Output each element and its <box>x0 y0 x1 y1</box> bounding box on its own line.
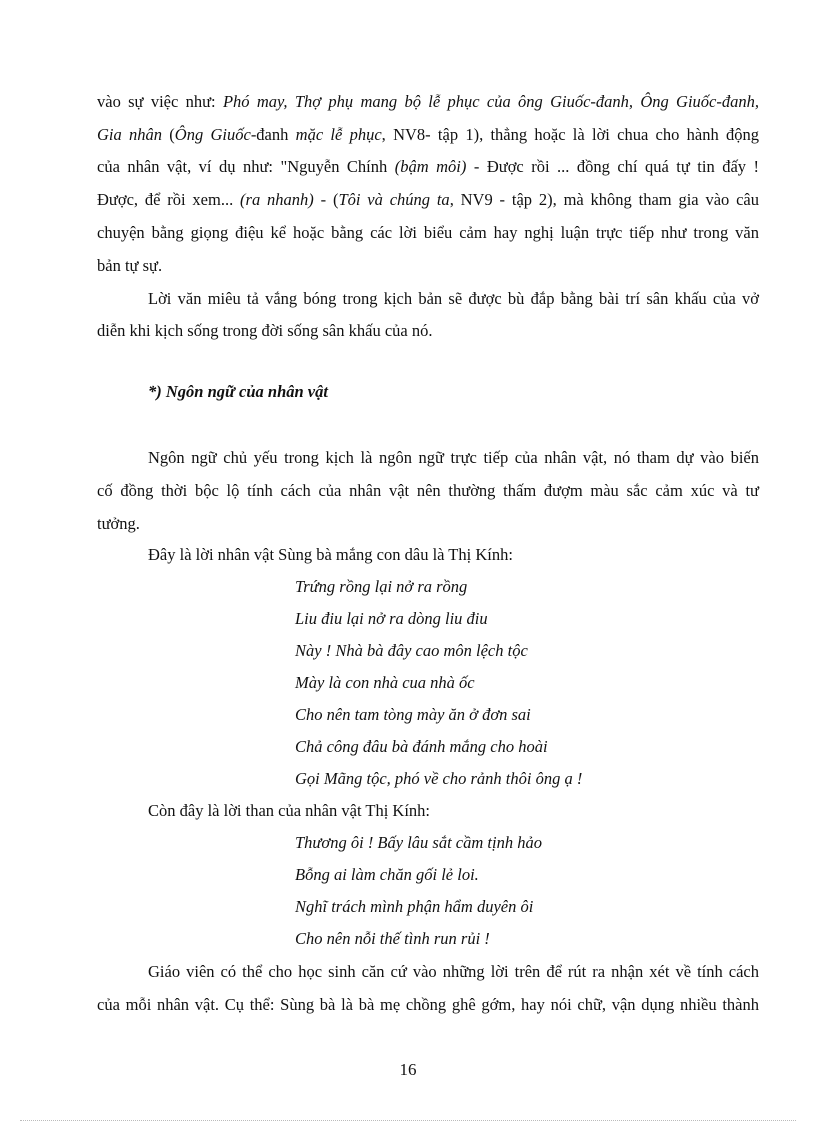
poem-line: Mày là con nhà cua nhà ốc <box>295 673 475 692</box>
poem-line: Này ! Nhà bà đây cao môn lệch tộc <box>295 641 528 660</box>
poem-line: Cho nên tam tòng mày ăn ở đơn sai <box>295 705 531 724</box>
poem-line: Bỗng ai làm chăn gối lẻ loi. <box>295 865 479 884</box>
poem-line: Nghĩ trách mình phận hẩm duyên ôi <box>295 897 534 916</box>
poem-line: Cho nên nỗi thế tình run rủi ! <box>295 929 490 948</box>
paragraph-1-line-2: Gia nhân (Ông Giuốc-đanh mặc lễ phục, NV8- tập 1), thẳng hoặc là lời chua cho hành động <box>97 125 759 144</box>
paragraph-2-line-2: diễn khi kịch sống trong đời sống sân khấu của nó. <box>97 321 433 340</box>
paragraph-1-line-4: Được, để rồi xem... (ra nhanh) - (Tôi và chúng ta, NV9 - tập 2), mà không tham gia vào câu <box>97 190 759 209</box>
page-bottom-rule <box>20 1120 796 1121</box>
paragraph-1-line-3: của nhân vật, ví dụ như: "Nguyễn Chính (bậm môi) - Được rồi ... đồng chí quá tự tin đấy ! <box>97 157 759 176</box>
paragraph-1-line-5: chuyện bằng giọng điệu kể hoặc bằng các lời biểu cảm hay nghị luận trực tiếp như trong văn <box>97 223 759 242</box>
paragraph-1-line-1: vào sự việc như: Phó may, Thợ phụ mang bộ lễ phục của ông Giuốc-đanh, Ông Giuốc-đanh, <box>97 92 759 111</box>
intro-thi-kinh: Còn đây là lời than của nhân vật Thị Kính: <box>148 801 430 820</box>
page-number: 16 <box>399 1060 417 1079</box>
paragraph-1-line-6: bản tự sự. <box>97 256 163 275</box>
poem-line: Thương ôi ! Bấy lâu sắt cầm tịnh hảo <box>295 833 542 852</box>
section-heading: *) Ngôn ngữ của nhân vật <box>148 382 328 401</box>
paragraph-3-line-1: Ngôn ngữ chủ yếu trong kịch là ngôn ngữ trực tiếp của nhân vật, nó tham dự vào biến <box>148 448 759 467</box>
intro-sung-ba: Đây là lời nhân vật Sùng bà mắng con dâu là Thị Kính: <box>148 545 513 564</box>
poem-line: Chả công đâu bà đánh mắng cho hoài <box>295 737 548 756</box>
poem-line: Gọi Mãng tộc, phó về cho rảnh thôi ông ạ ! <box>295 769 583 788</box>
paragraph-4-line-1: Giáo viên có thể cho học sinh căn cứ vào những lời trên để rút ra nhận xét về tính cách <box>148 962 759 981</box>
paragraph-2-line-1: Lời văn miêu tả vắng bóng trong kịch bản sẽ được bù đắp bằng bài trí sân khấu của vở <box>148 289 759 308</box>
paragraph-4-line-2: của mỗi nhân vật. Cụ thể: Sùng bà là bà mẹ chồng ghê gớm, hay nói chữ, vận dụng nhiều thành <box>97 995 759 1014</box>
poem-line: Liu điu lại nở ra dòng liu điu <box>295 609 488 628</box>
paragraph-3-line-3: tưởng. <box>97 514 140 533</box>
paragraph-3-line-2: cố đồng thời bộc lộ tính cách của nhân vật nên thường thấm đượm màu sắc cảm xúc và tư <box>97 481 759 500</box>
poem-line: Trứng rồng lại nở ra rồng <box>295 577 468 596</box>
